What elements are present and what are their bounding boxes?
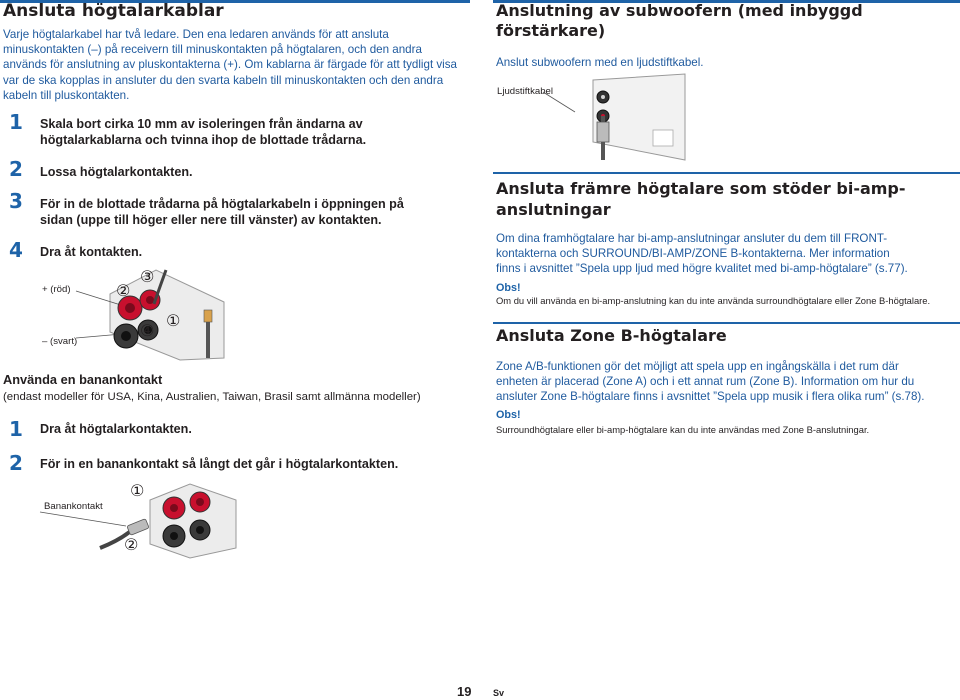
step-number-2: 2 xyxy=(9,157,23,181)
heading-rule-zoneb xyxy=(493,322,960,324)
subwoofer-figure xyxy=(545,72,705,162)
panel-label-block xyxy=(653,130,673,146)
label-pin-cable: Ljudstiftkabel xyxy=(497,86,553,97)
page-number: 19 xyxy=(457,684,472,699)
label-minus-black: – (svart) xyxy=(42,336,78,347)
banana-terminal-black xyxy=(163,525,185,547)
pin-cable-leader xyxy=(543,92,575,112)
banana-plug-subtitle: (endast modeller för USA, Kina, Australien, Taiwan, Brasil samt allmänna modeller) xyxy=(3,391,421,403)
marker-2: ② xyxy=(116,281,131,300)
section-heading-biamp: Ansluta främre högtalare som stöder bi-amp-anslutningar xyxy=(496,179,906,219)
heading-rule-biamp xyxy=(493,172,960,174)
section-heading-subwoofer: Anslutning av subwoofern (med inbyggd förstärkare) xyxy=(496,1,863,40)
banana-plug-heading: Använda en banankontakt xyxy=(3,372,163,387)
marker-1: ① xyxy=(166,311,181,330)
rca-jack-1-inner xyxy=(601,95,605,99)
zoneb-note-text: Surroundhögtalare eller bi-amp-högtalare kan du inte användas med Zone B-anslutningar. xyxy=(496,424,870,435)
step-number-4: 4 xyxy=(9,238,23,262)
label-plus-red: + (röd) xyxy=(42,284,71,295)
step-text-2: Lossa högtalarkontakten. xyxy=(40,165,193,179)
wire-tip xyxy=(204,310,212,322)
banana-plug-figure xyxy=(40,478,250,578)
banana-leader-line xyxy=(40,512,126,526)
banana-step-number-2: 2 xyxy=(9,451,23,475)
step-text-1: Skala bort cirka 10 mm av isoleringen från ändarna av högtalarkablarna och tvinna ihop de blottade trådarna. xyxy=(40,117,367,147)
banana-step-number-1: 1 xyxy=(9,417,23,441)
speaker-cables-intro: Varje högtalarkabel har två ledare. Den ena ledaren används för att ansluta minuskontakten (–) på receivern till minuskontakten på högtalaren, och den andra används för anslutning av pluskontakterna (+). Om kablarna är färgade för att tydligt visa var de ska kopplas in ansluter du den svarta kabeln till minuskontakten och den andra kabeln till pluskontakten. xyxy=(3,28,458,102)
zoneb-note-title: Obs! xyxy=(496,409,521,421)
subwoofer-text: Anslut subwoofern med en ljudstiftkabel. xyxy=(496,56,704,69)
pin-plug xyxy=(597,122,609,142)
banana-terminal-red-2 xyxy=(190,492,210,512)
marker-3: ③ xyxy=(140,267,155,286)
step-text-4: Dra åt kontakten. xyxy=(40,245,143,259)
step-text-3: För in de blottade trådarna på högtalarkabeln i öppningen på sidan (uppe till höger eller nere till vänster) av kontakten. xyxy=(40,197,404,227)
section-heading-zoneb: Ansluta Zone B-högtalare xyxy=(496,326,727,345)
banana-terminal-red xyxy=(163,497,185,519)
speaker-terminal-figure xyxy=(96,262,226,372)
step-number-3: 3 xyxy=(9,189,23,213)
biamp-note-title: Obs! xyxy=(496,282,521,294)
biamp-note-text: Om du vill använda en bi-amp-anslutning kan du inte använda surroundhögtalare eller Zone B-högtalare. xyxy=(496,295,931,306)
banana-marker-1: ① xyxy=(130,481,145,500)
zoneb-text: Zone A/B-funktionen gör det möjligt att spela upp en ingångskälla i det rum där enheten är placerad (Zone A) och i ett annat rum (Zone B). Information om hur du ansluter Zone B-högtalare finns i avsnittet ”Spela upp musik i flera olika rum” (s.78). xyxy=(496,360,925,404)
marker-4: ④ xyxy=(140,321,155,340)
banana-plug-body xyxy=(127,519,149,536)
terminal-black-post xyxy=(114,324,138,348)
step-number-1: 1 xyxy=(9,110,23,134)
banana-step-text-1: Dra åt högtalarkontakten. xyxy=(40,422,192,436)
biamp-text: Om dina framhögtalare har bi-amp-anslutningar ansluter du dem till FRONT-kontakterna och SURROUND/BI-AMP/ZONE B-kontakterna. Mer information finns i avsnittet ”Spela upp ljud med högre kvalitet med bi-amp-högtalare” (s.77). xyxy=(496,232,908,276)
banana-terminal-black-2 xyxy=(190,520,210,540)
banana-step-text-2: För in en banankontakt så långt det går i högtalarkontakten. xyxy=(40,457,399,471)
label-banana-plug: Banankontakt xyxy=(44,501,103,512)
language-code: Sv xyxy=(493,688,505,698)
section-heading-speaker-cables: Ansluta högtalarkablar xyxy=(3,1,224,21)
banana-marker-2: ② xyxy=(124,535,139,554)
